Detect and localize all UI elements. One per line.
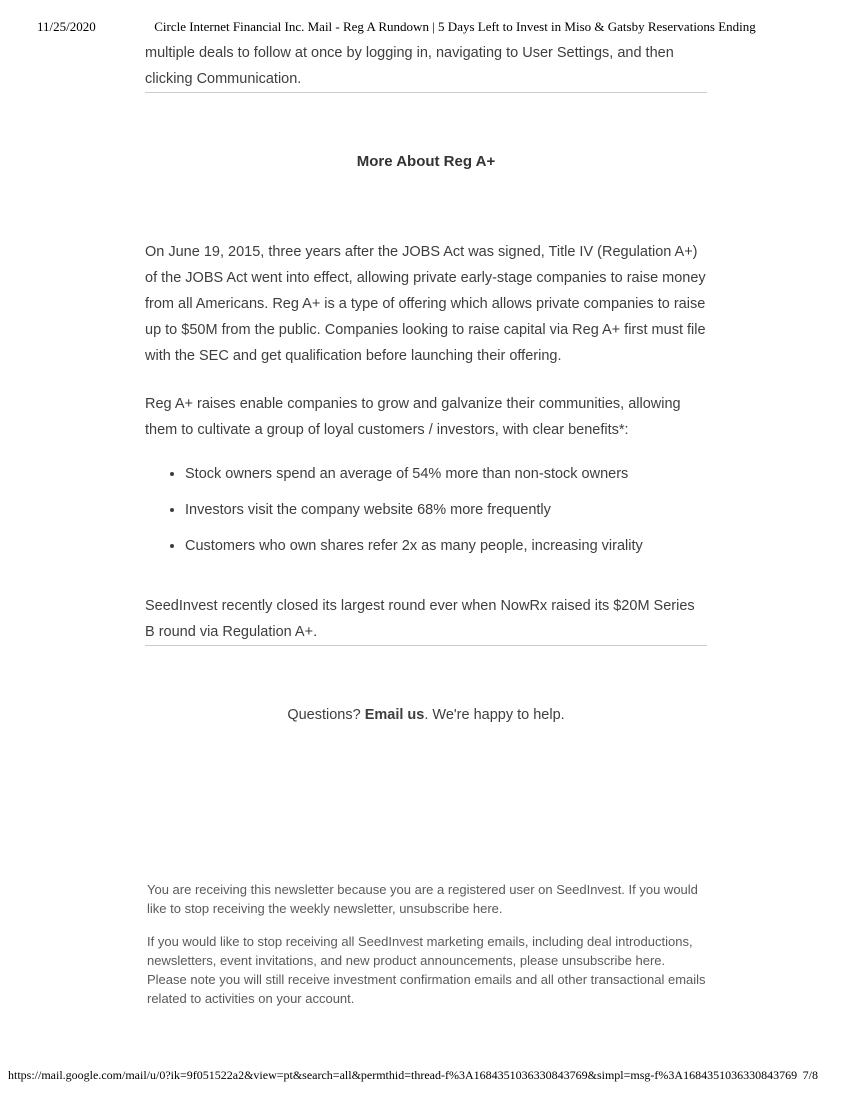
intro-paragraph: multiple deals to follow at once by logging in, navigating to User Settings, and then clicking Communication. bbox=[145, 45, 674, 87]
seedinvest-paragraph: SeedInvest recently closed its largest round ever when NowRx raised its $20M Series B round via Regulation A+. bbox=[145, 598, 695, 640]
print-date: 11/25/2020 bbox=[37, 19, 96, 34]
list-item: • Stock owners spend an average of 54% more than non-stock owners bbox=[185, 461, 707, 487]
print-url: https://mail.google.com/mail/u/0?ik=9f051522a2&view=pt&search=all&permthid=thread-f%3A1684351036330843769&simpl=msg-f%3A1684351036330843769 bbox=[8, 1068, 798, 1082]
reg-a-paragraph-2: Reg A+ raises enable companies to grow and galvanize their communities, allowing them to cultivate a group of loyal customers / investors, with clear benefits*: bbox=[145, 396, 681, 438]
questions-line bbox=[145, 702, 707, 728]
footer-p1-text: You are receiving this newsletter because you are a registered user on SeedInvest. If you would like to stop receiving the weekly newsletter, bbox=[147, 882, 698, 916]
section-heading: More About Reg A+ bbox=[356, 153, 496, 170]
section-divider bbox=[145, 645, 707, 646]
page-number: 7/8 bbox=[802, 1068, 818, 1082]
email-body bbox=[145, 40, 707, 1008]
footer-p2-text: If you would like to stop receiving all SeedInvest marketing emails, including deal introductions, newsletters, event invitations, and new product announcements, please bbox=[147, 934, 693, 968]
footer-p1-suffix: . bbox=[498, 901, 503, 916]
newsletter-footer bbox=[147, 880, 707, 1008]
reg-a-paragraph-1: On June 19, 2015, three years after the JOBS Act was signed, Title IV (Regulation A+) of the JOBS Act went into effect, allowing private early-stage companies to raise money from all Americans. Reg A+ is a type of offering which allows private companies to raise up to $50M from the public. Companies looking to raise capital via Reg A+ first must file with the SEC and get qualification before launching their offering. bbox=[145, 244, 706, 364]
print-title: Circle Internet Financial Inc. Mail - Reg A Rundown | 5 Days Left to Invest in Miso & Gatsby Reservations Ending bbox=[154, 19, 756, 34]
questions-prefix: Questions? bbox=[287, 707, 365, 723]
list-item: • Investors visit the company website 68% more frequently bbox=[185, 497, 707, 523]
unsubscribe-link[interactable]: unsubscribe here bbox=[561, 953, 662, 968]
footer-paragraph-1 bbox=[147, 880, 707, 918]
footer-p2-suffix: . Please note you will still receive investment confirmation emails and all other transactional emails related to activities on your account. bbox=[147, 953, 706, 1006]
list-item: • Customers who own shares refer 2x as many people, increasing virality bbox=[185, 533, 707, 559]
benefits-list bbox=[185, 461, 707, 559]
unsubscribe-link[interactable]: unsubscribe here bbox=[399, 901, 499, 916]
footer-paragraph-2 bbox=[147, 932, 707, 1008]
email-us-link[interactable]: Email us bbox=[364, 707, 425, 723]
questions-suffix: . We're happy to help. bbox=[424, 707, 565, 723]
section-divider bbox=[145, 92, 707, 93]
